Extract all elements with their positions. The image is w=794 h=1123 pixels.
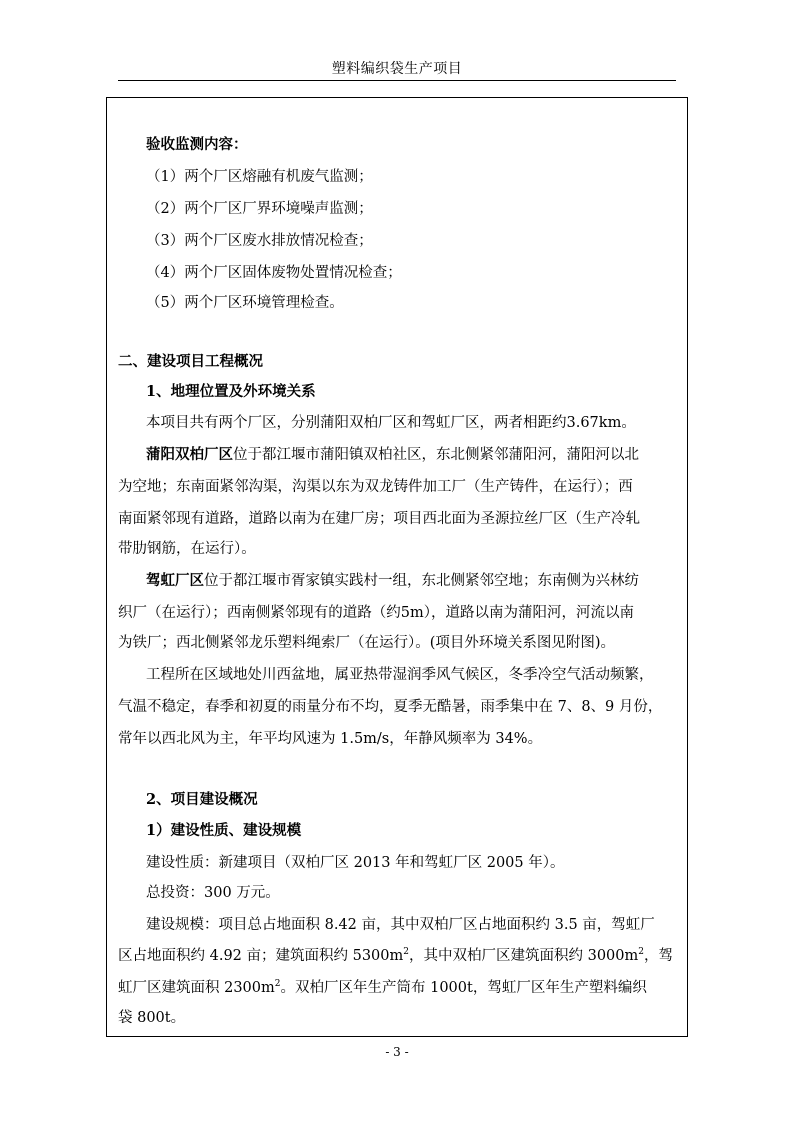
page-number: - 3 - bbox=[385, 1045, 409, 1059]
puyang-site-name: 蒲阳双柏厂区 bbox=[146, 446, 233, 463]
puyang-para-line-4: 带肋钢筋，在运行）。 bbox=[118, 541, 256, 557]
scale-line-3: 虹厂区建筑面积 $2300m^2$。双柏厂区年生产筒布 1000t，驾虹厂区年生产塑料编织 bbox=[118, 979, 647, 996]
puyang-para-line-2: 为空地；东南面紧邻沟渠，沟渠以东为双龙铸件加工厂（生产铸件，在运行）；西 bbox=[118, 479, 633, 495]
monitoring-item-3: （3）两个厂区废水排放情况检查； bbox=[146, 233, 373, 249]
jiahong-para-line-2: 织厂（在运行）；西南侧紧邻现有的道路（约5m），道路以南为蒲阳河，河流以南 bbox=[118, 605, 634, 621]
scale-line-2: 区占地面积约 4.92 亩；建筑面积约 $5300m^2$，其中双柏厂区建筑面积约 $3000m^2$，驾 bbox=[118, 947, 673, 964]
location-intro: 本项目共有两个厂区，分别蒲阳双柏厂区和驾虹厂区，两者相距约3.67km。 bbox=[146, 415, 636, 431]
monitoring-item-1: （1）两个厂区熔融有机废气监测； bbox=[146, 169, 373, 185]
document-header-title: 塑料编织袋生产项目 bbox=[331, 61, 463, 77]
monitoring-item-5: （5）两个厂区环境管理检查。 bbox=[146, 295, 344, 311]
subsection-1-heading: 1、地理位置及外环境关系 bbox=[146, 383, 316, 400]
climate-para-line-3: 常年以西北风为主，年平均风速为 1.5m/s，年静风频率为 34%。 bbox=[118, 731, 543, 747]
jiahong-site-name: 驾虹厂区 bbox=[146, 572, 204, 589]
jiahong-para-line-3: 为铁厂；西北侧紧邻龙乐塑料绳索厂（在运行）。(项目外环境关系图见附图)。 bbox=[118, 635, 616, 651]
section-2-heading: 二、建设项目工程概况 bbox=[118, 353, 263, 370]
construction-nature-scale-heading: 1）建设性质、建设规模 bbox=[146, 822, 302, 839]
scale-line-4: 袋 800t。 bbox=[118, 1010, 186, 1026]
header-rule bbox=[118, 80, 676, 81]
puyang-para-line-3: 南面紧邻现有道路，道路以南为在建厂房；项目西北面为圣源拉丝厂区（生产冷轧 bbox=[118, 511, 640, 527]
scale-line-1: 建设规模：项目总占地面积 8.42 亩，其中双柏厂区占地面积约 3.5 亩，驾虹厂 bbox=[146, 917, 655, 933]
monitoring-heading: 验收监测内容： bbox=[146, 136, 248, 153]
puyang-para-line-1: 蒲阳双柏厂区位于都江堰市蒲阳镇双柏社区，东北侧紧邻蒲阳河，蒲阳河以北 bbox=[146, 446, 639, 463]
climate-para-line-2: 气温不稳定，春季和初夏的雨量分布不均，夏季无酷暑，雨季集中在 7、8、9 月份， bbox=[118, 699, 663, 715]
monitoring-item-4: （4）两个厂区固体废物处置情况检查； bbox=[146, 265, 402, 281]
monitoring-item-2: （2）两个厂区厂界环境噪声监测； bbox=[146, 201, 373, 217]
climate-para-line-1: 工程所在区域地处川西盆地，属亚热带湿润季风气候区，冬季冷空气活动频繁， bbox=[146, 667, 654, 683]
construction-nature: 建设性质：新建项目（双柏厂区 2013 年和驾虹厂区 2005 年）。 bbox=[146, 855, 565, 871]
subsection-2-heading: 2、项目建设概况 bbox=[146, 791, 258, 808]
total-investment: 总投资：300 万元。 bbox=[146, 885, 280, 901]
jiahong-para-line-1: 驾虹厂区位于都江堰市胥家镇实践村一组，东北侧紧邻空地；东南侧为兴林纺 bbox=[146, 572, 639, 589]
